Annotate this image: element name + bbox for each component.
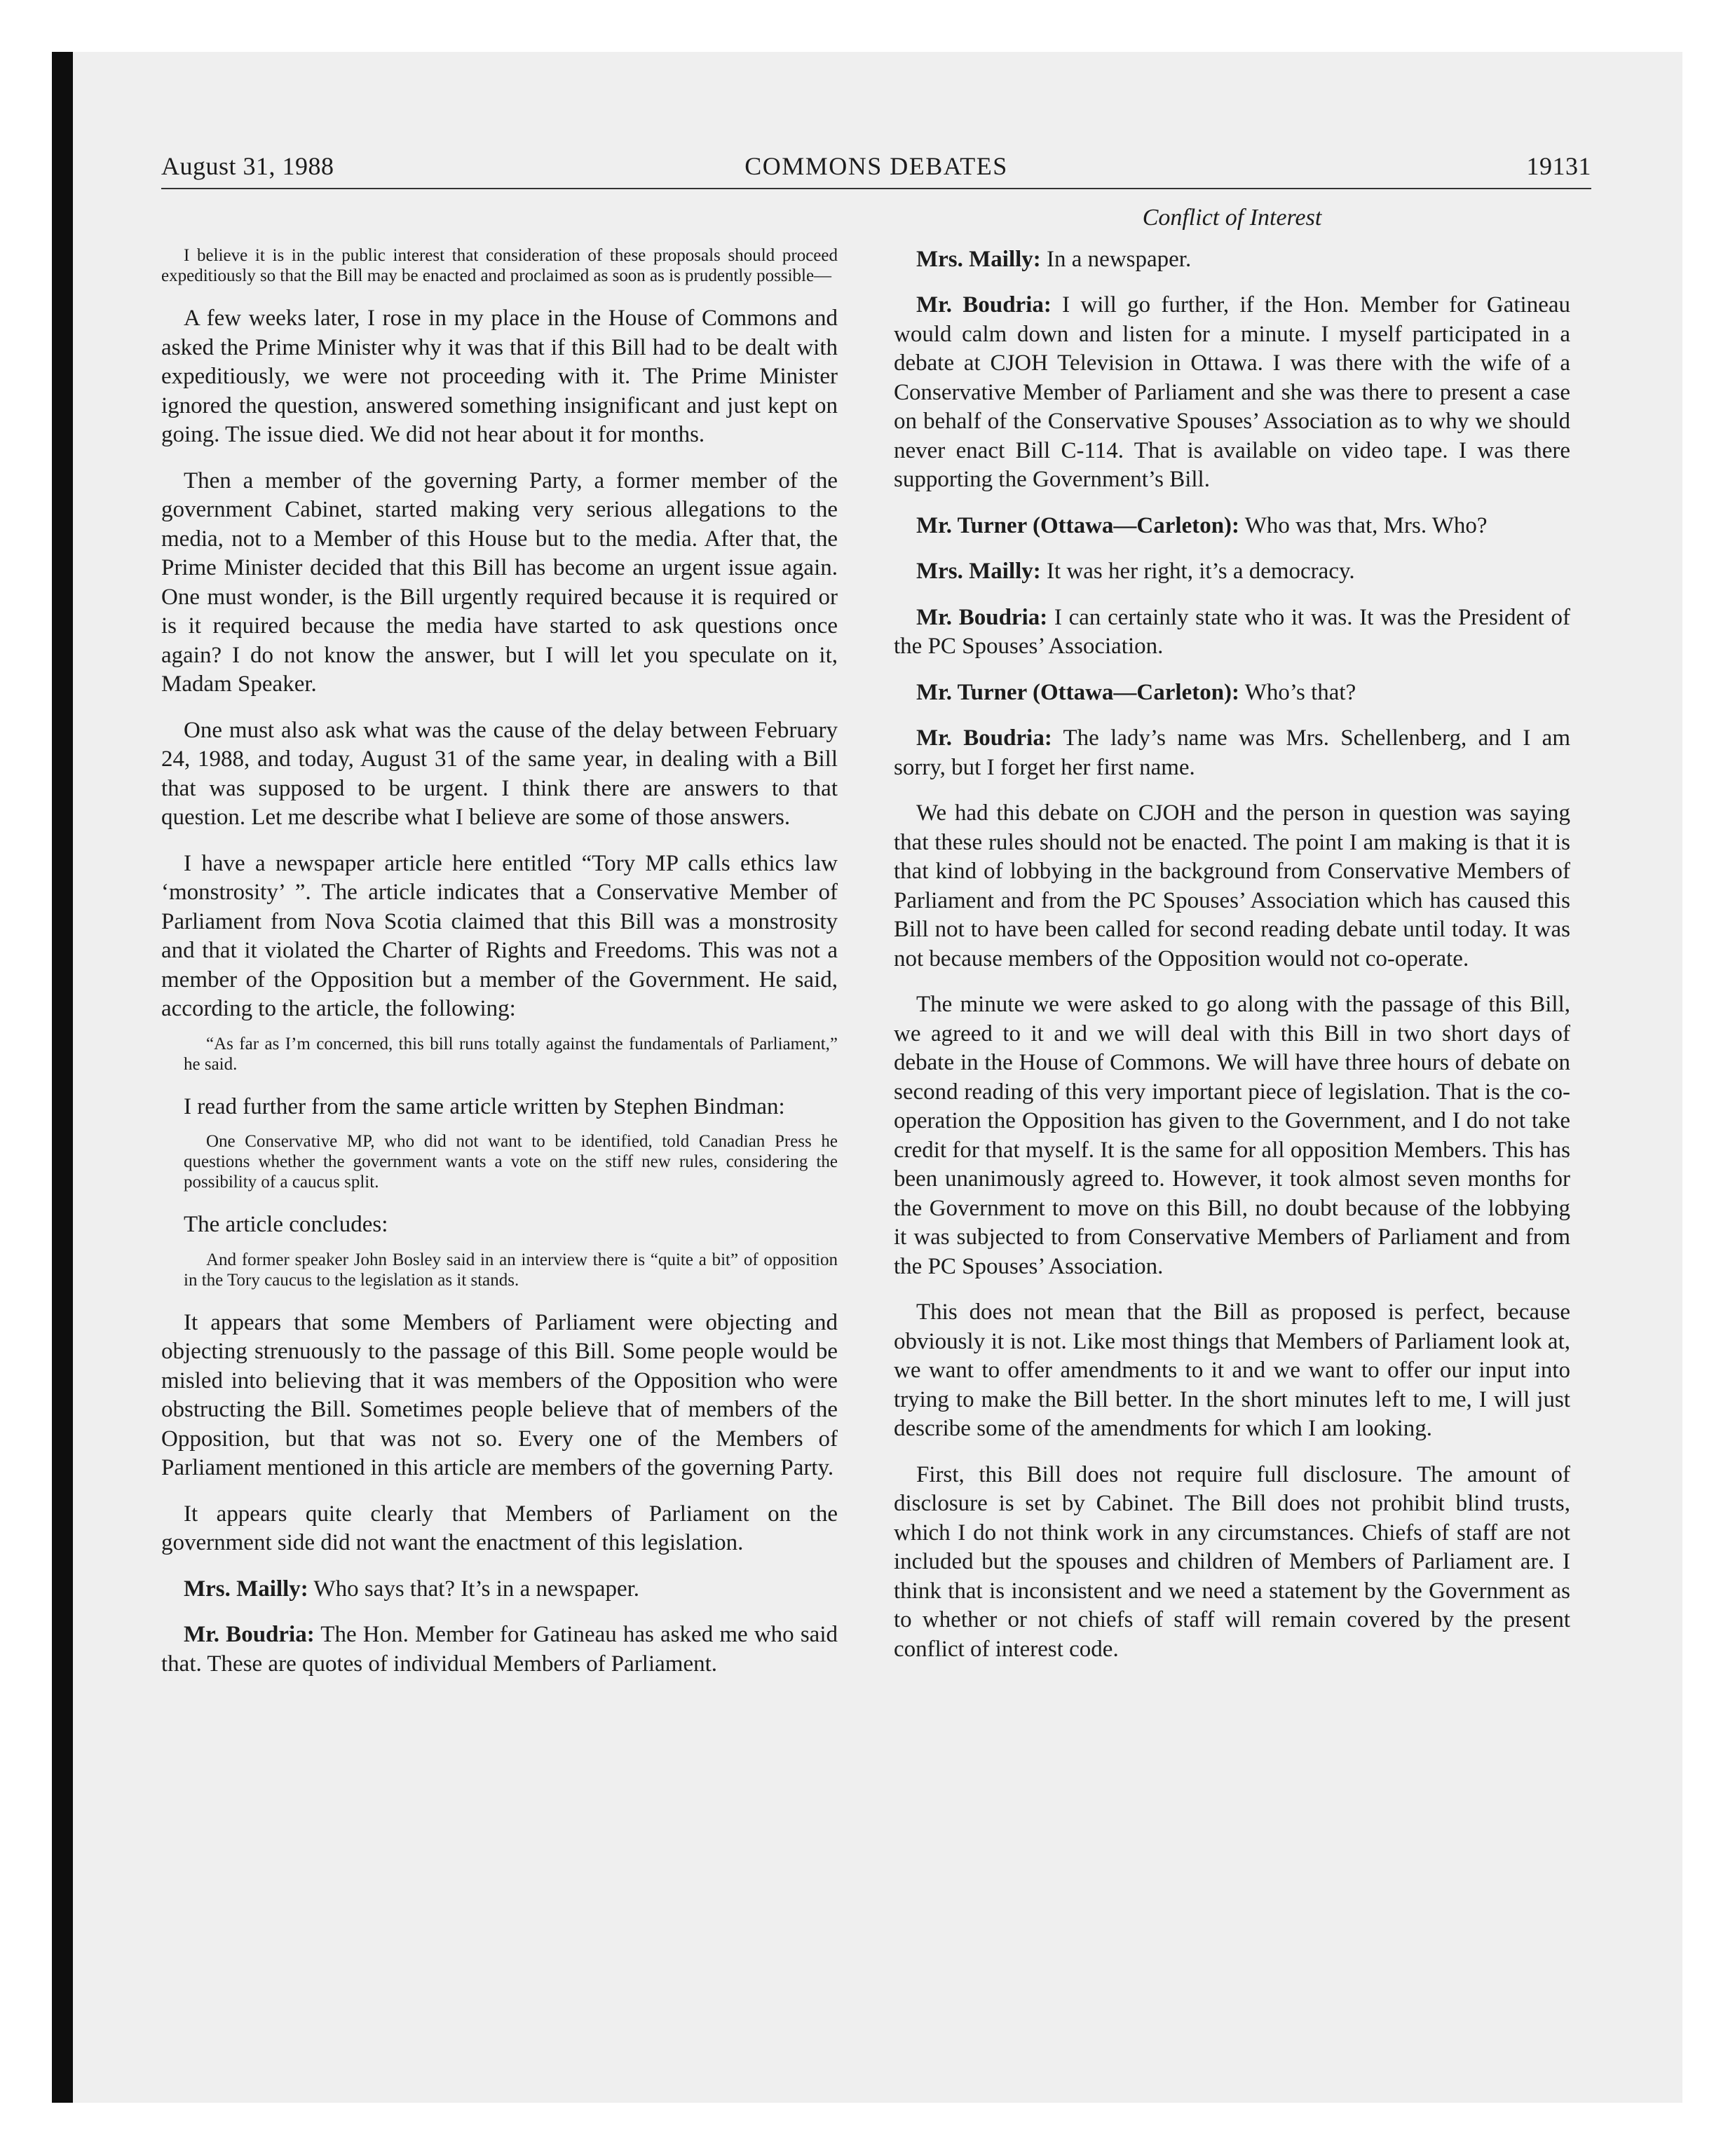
section-title: Conflict of Interest (1142, 205, 1322, 231)
speech (161, 1575, 838, 1604)
paragraph: One must also ask what was the cause of the delay between February 24, 1988, and today, August 31 of the same year, in dealing with a Bill that was supposed to be urgent. I think there are answers to that question. Let me describe what I believe are some of those answers. (161, 717, 838, 830)
binding-edge (52, 52, 73, 2103)
paragraph: We had this debate on CJOH and the person in question was saying that these rules should not be enacted. The point I am making is that it is that kind of lobbying in the background from Conservative Members of Parliament and from the PC Spouses’ Association which has caused this Bill not to have been called for second reading debate until today. It was not because members of the Opposition would not co-operate. (894, 800, 1570, 971)
quote-text: “As far as I’m concerned, this bill runs totally against the fundamentals of Parliament,” he said. (184, 1034, 838, 1074)
speech (161, 1621, 838, 1679)
speaker-name: Mrs. Mailly: (916, 559, 1041, 584)
quote-text: And former speaker John Bosley said in an interview there is “quite a bit” of opposition in the Tory caucus to the legislation as it stands. (184, 1250, 838, 1290)
paragraph: I have a newspaper article here entitled “Tory MP calls ethics law ‘monstrosity’ ”. The article indicates that a Conservative Member of Parliament from Nova Scotia claimed that this Bill was a monstrosity and that it violated the Charter of Rights and Freedoms. This was not a member of the Opposition but a member of the Government. He said, according to the article, the following: (161, 850, 838, 1021)
paragraph: The minute we were asked to go along with the passage of this Bill, we agreed to it and we will deal with this Bill in two short days of debate in the House of Commons. We will have three hours of debate on second reading of this very important piece of legislation. That is the co-operation the Opposition has given to the Government, and I do not take credit for that myself. It is the same for all opposition Members. This has been unanimously agreed to. However, it took almost seven months for the Government to move on this Bill, no doubt because of the lobbying it was subjected to from Conservative Members of Parliament and from the PC Spouses’ Association. (894, 992, 1570, 1279)
speaker-name: Mr. Turner (Ottawa—Carleton): (916, 679, 1240, 705)
speech-text: The Hon. Member for Gatineau has asked me who said that. These are quotes of individual Members of Parliament. (161, 1622, 838, 1677)
block-quote (184, 1034, 838, 1074)
left-column (161, 203, 838, 1696)
speech (894, 678, 1570, 708)
speech-text: Who’s that? (1239, 679, 1356, 705)
speech-text: I can certainly state who it was. It was the President of the PC Spouses’ Association. (894, 604, 1570, 659)
paragraph: It appears quite clearly that Members of Parliament on the government side did not want the enactment of this legislation. (161, 1501, 838, 1555)
block-quote (184, 1131, 838, 1192)
speech (894, 603, 1570, 662)
paragraph: This does not mean that the Bill as proposed is perfect, because obviously it is not. Like most things that Members of Parliament look at, we want to offer amendments to it and we want to offer our input into trying to make the Bill better. In the short minutes left to me, I will just describe some of the amendments for which I am looking. (894, 1299, 1570, 1441)
paragraph: First, this Bill does not require full disclosure. The amount of disclosure is set by Cabinet. The Bill does not prohibit blind trusts, which I do not think work in any circumstances. Chiefs of staff are not included but the spouses and children of Members of Parliament are. I think that is inconsistent and we need a statement by the Government as to whether or not chiefs of staff will remain covered by the present conflict of interest code. (894, 1461, 1570, 1662)
speaker-name: Mrs. Mailly: (184, 1576, 308, 1602)
speech (894, 724, 1570, 782)
header-publication: COMMONS DEBATES (744, 152, 1008, 180)
speech-text: I will go further, if the Hon. Member for Gatineau would calm down and listen for a minute. I myself participated in a debate at CJOH Television in Ottawa. I was there with the wife of a Conservative Member of Parliament and she was there to present a case on behalf of the Conservative Spouses’ Association as to why we should never enact Bill C-114. That is available on video tape. I was there supporting the Government’s Bill. (894, 292, 1570, 492)
speech (894, 512, 1570, 541)
block-quote (161, 245, 838, 286)
speaker-name: Mr. Boudria: (916, 604, 1048, 630)
block-quote (184, 1250, 838, 1290)
speaker-name: Mr. Boudria: (916, 292, 1052, 318)
paragraph: I read further from the same article written by Stephen Bindman: (184, 1093, 785, 1119)
header-date: August 31, 1988 (161, 152, 334, 180)
paragraph: It appears that some Members of Parliament were objecting and objecting strenuously to the passage of this Bill. Some people would be misled into believing that it was members of the Opposition who were obstructing the Bill. Sometimes people believe that of members of the Opposition, but that was not so. Every one of the Members of Parliament mentioned in this article are members of the governing Party. (161, 1309, 838, 1480)
speech (894, 291, 1570, 495)
header-page-number: 19131 (1526, 152, 1591, 180)
quote-text: One Conservative MP, who did not want to be identified, told Canadian Press he questions whether the government wants a vote on the stiff new rules, considering the possibility of a caucus split. (184, 1132, 838, 1192)
speech (894, 245, 1570, 275)
speaker-name: Mr. Boudria: (184, 1622, 315, 1647)
speech (894, 557, 1570, 587)
paragraph: A few weeks later, I rose in my place in the House of Commons and asked the Prime Minister why it was that if this Bill had to be dealt with expeditiously, we were not proceeding with it. The Prime Minister ignored the question, answered something insignificant and just kept on going. The issue died. We did not hear about it for months. (161, 306, 838, 447)
speaker-name: Mrs. Mailly: (916, 246, 1041, 272)
speech-text: Who was that, Mrs. Who? (1239, 512, 1488, 538)
quote-text: I believe it is in the public interest that consideration of these proposals should proceed expeditiously so that the Bill may be enacted and proclaimed as soon as is prudently possible— (161, 246, 838, 285)
speech-text: Who says that? It’s in a newspaper. (308, 1576, 640, 1602)
speech-text: The lady’s name was Mrs. Schellenberg, and I am sorry, but I forget her first name. (894, 725, 1570, 780)
paragraph: Then a member of the governing Party, a former member of the government Cabinet, started making very serious allegations to the media, not to a Member of this House but to the media. After that, the Prime Minister decided that this Bill has become an urgent issue again. One must wonder, is the Bill urgently required because it is required or is it required because the media have started to ask questions once again? I do not know the answer, but I will let you speculate on it, Madam Speaker. (161, 468, 838, 697)
speech-text: In a newspaper. (1040, 246, 1192, 272)
paragraph: The article concludes: (184, 1212, 388, 1237)
speaker-name: Mr. Boudria: (916, 725, 1052, 751)
running-head (161, 151, 1591, 189)
right-column (894, 203, 1570, 1681)
speech-text: It was her right, it’s a democracy. (1040, 559, 1355, 584)
speaker-name: Mr. Turner (Ottawa—Carleton): (916, 512, 1240, 538)
